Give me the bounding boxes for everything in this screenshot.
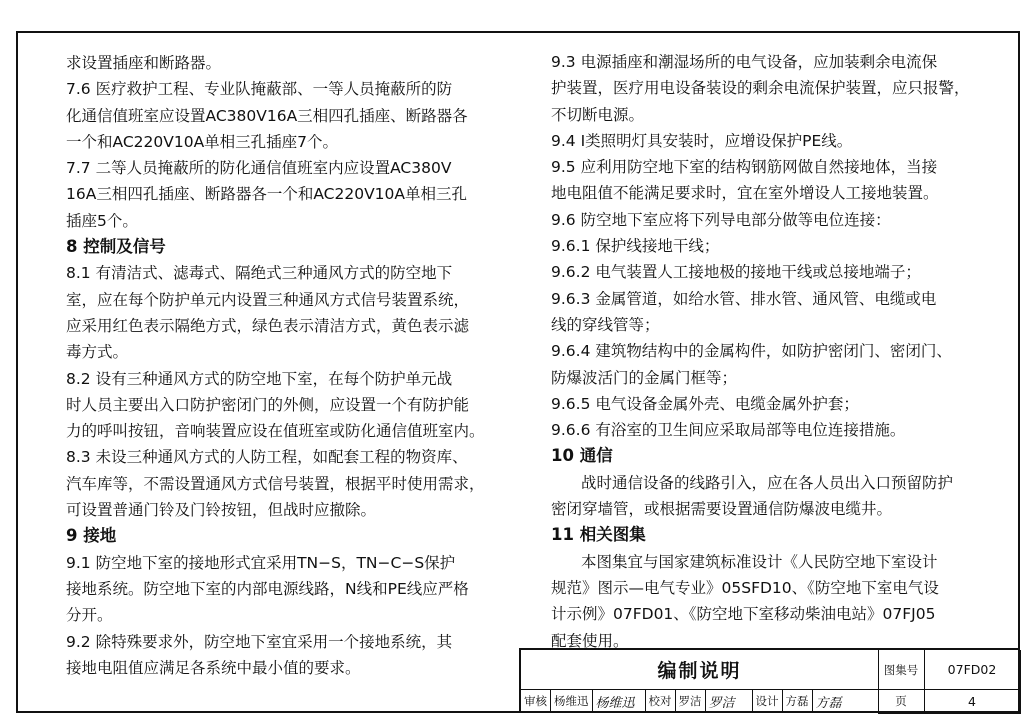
signature-row bbox=[521, 689, 879, 713]
checker-name: 罗洁 bbox=[678, 694, 702, 708]
text-line: 分开。 bbox=[66, 606, 113, 625]
text-line: 本图集宜与国家建筑标准设计《人民防空地下室设计 bbox=[581, 552, 938, 571]
text-line: 7.6 医疗救护工程、专业队掩蔽部、一等人员掩蔽所的防 bbox=[66, 80, 453, 99]
text-line: 可设置普通门铃及门铃按钮，但战时应撤除。 bbox=[66, 501, 377, 520]
text-line: 9.3 电源插座和潮湿场所的电气设备，应加装剩余电流保 bbox=[551, 53, 938, 71]
text-line: 不切断电源。 bbox=[551, 105, 645, 124]
section-heading: 8 控制及信号 bbox=[66, 237, 166, 257]
right-text-column bbox=[551, 49, 971, 654]
text-line: 9.6.1 保护线接地干线； bbox=[551, 237, 720, 256]
reviewer-name: 杨维迅 bbox=[554, 694, 589, 708]
text-line: 一个和AC220V10A单相三孔插座7个。 bbox=[66, 132, 339, 151]
text-line: 力的呼叫按钮，音响装置应设在值班室或防化通信值班室内。 bbox=[66, 422, 485, 441]
text-line: 接地系统。防空地下室的内部电源线路，N线和PE线应严格 bbox=[66, 579, 469, 598]
section-heading: 9 接地 bbox=[66, 526, 117, 546]
text-line: 规范》图示—电气专业》05SFD10、《防空地下室电气设 bbox=[551, 578, 939, 597]
text-line: 9.5 应利用防空地下室的结构钢筋网做自然接地体，当接 bbox=[551, 158, 938, 177]
text-line: 战时通信设备的线路引入，应在各人员出入口预留防护 bbox=[581, 473, 954, 492]
text-line: 8.3 未设三种通风方式的人防工程，如配套工程的物资库、 bbox=[66, 448, 468, 467]
atlas-number: 07FD02 bbox=[924, 650, 1021, 690]
text-line: 9.6.2 电气装置人工接地极的接地干线或总接地端子； bbox=[551, 263, 921, 282]
atlas-number-label: 图集号 bbox=[878, 650, 925, 690]
designer-signature: 方磊 bbox=[815, 695, 842, 711]
text-line: 求设置插座和断路器。 bbox=[66, 54, 222, 72]
text-line: 9.6.4 建筑物结构中的金属构件，如防护密闭门、密闭门、 bbox=[551, 342, 952, 361]
section-heading: 10 通信 bbox=[551, 446, 613, 466]
text-line: 时人员主要出入口防护密闭门的外侧，应设置一个有防护能 bbox=[66, 395, 470, 414]
section-heading: 11 相关图集 bbox=[551, 525, 646, 545]
text-line: 接地电阻值应满足各系统中最小值的要求。 bbox=[66, 658, 361, 677]
title-block bbox=[519, 648, 1020, 713]
reviewer-signature: 杨维迅 bbox=[595, 695, 635, 711]
text-line: 8.1 有清洁式、滤毒式、隔绝式三种通风方式的防空地下 bbox=[66, 264, 453, 283]
checker-label: 校对 bbox=[648, 694, 672, 708]
page-number: 4 bbox=[924, 689, 1021, 714]
text-line: 护装置，医疗用电设备装设的剩余电流保护装置，应只报警， bbox=[551, 79, 970, 98]
text-line: 9.6 防空地下室应将下列导电部分做等电位连接： bbox=[551, 210, 891, 229]
text-line: 插座5个。 bbox=[66, 211, 138, 230]
text-line: 9.6.3 金属管道，如给水管、排水管、通风管、电缆或电 bbox=[551, 289, 937, 308]
text-line: 计示例》07FD01、《防空地下室移动柴油电站》07FJ05 bbox=[551, 605, 936, 624]
text-line: 地电阻值不能满足要求时，宜在室外增设人工接地装置。 bbox=[551, 184, 939, 203]
text-line: 9.4 Ⅰ类照明灯具安装时，应增设保护PE线。 bbox=[551, 131, 853, 150]
text-line: 防爆波活门的金属门框等； bbox=[551, 368, 738, 387]
reviewer-label: 审核 bbox=[524, 694, 547, 708]
text-line: 应采用红色表示隔绝方式，绿色表示清洁方式，黄色表示滤 bbox=[66, 316, 470, 335]
text-line: 9.1 防空地下室的接地形式宜采用TN−S，TN−C−S保护 bbox=[66, 553, 456, 572]
text-line: 7.7 二等人员掩蔽所的防化通信值班室内应设置AC380V bbox=[66, 159, 452, 178]
text-line: 室，应在每个防护单元内设置三种通风方式信号装置系统， bbox=[66, 290, 470, 309]
text-line: 化通信值班室应设置AC380V16A三相四孔插座、断路器各 bbox=[66, 106, 468, 125]
text-line: 配套使用。 bbox=[551, 631, 629, 650]
text-line: 密闭穿墙管，或根据需要设置通信防爆波电缆井。 bbox=[551, 500, 893, 519]
document-title: 编制说明 bbox=[521, 650, 879, 690]
text-line: 9.2 除特殊要求外，防空地下室宜采用一个接地系统，其 bbox=[66, 632, 453, 651]
text-line: 9.6.6 有浴室的卫生间应采取局部等电位连接措施。 bbox=[551, 421, 906, 440]
text-line: 毒方式。 bbox=[66, 343, 129, 362]
text-line: 16A三相四孔插座、断路器各一个和AC220V10A单相三孔 bbox=[66, 185, 467, 204]
left-text-column bbox=[66, 50, 506, 681]
designer-name: 方磊 bbox=[785, 694, 809, 708]
text-line: 9.6.5 电气设备金属外壳、电缆金属外护套； bbox=[551, 394, 859, 413]
designer-label: 设计 bbox=[755, 694, 779, 708]
text-line: 8.2 设有三种通风方式的防空地下室，在每个防护单元战 bbox=[66, 369, 453, 388]
checker-signature: 罗洁 bbox=[708, 695, 735, 711]
page-label: 页 bbox=[878, 689, 925, 714]
text-line: 线的穿线管等； bbox=[551, 315, 660, 334]
text-line: 汽车库等，不需设置通风方式信号装置，根据平时使用需求， bbox=[66, 474, 485, 493]
